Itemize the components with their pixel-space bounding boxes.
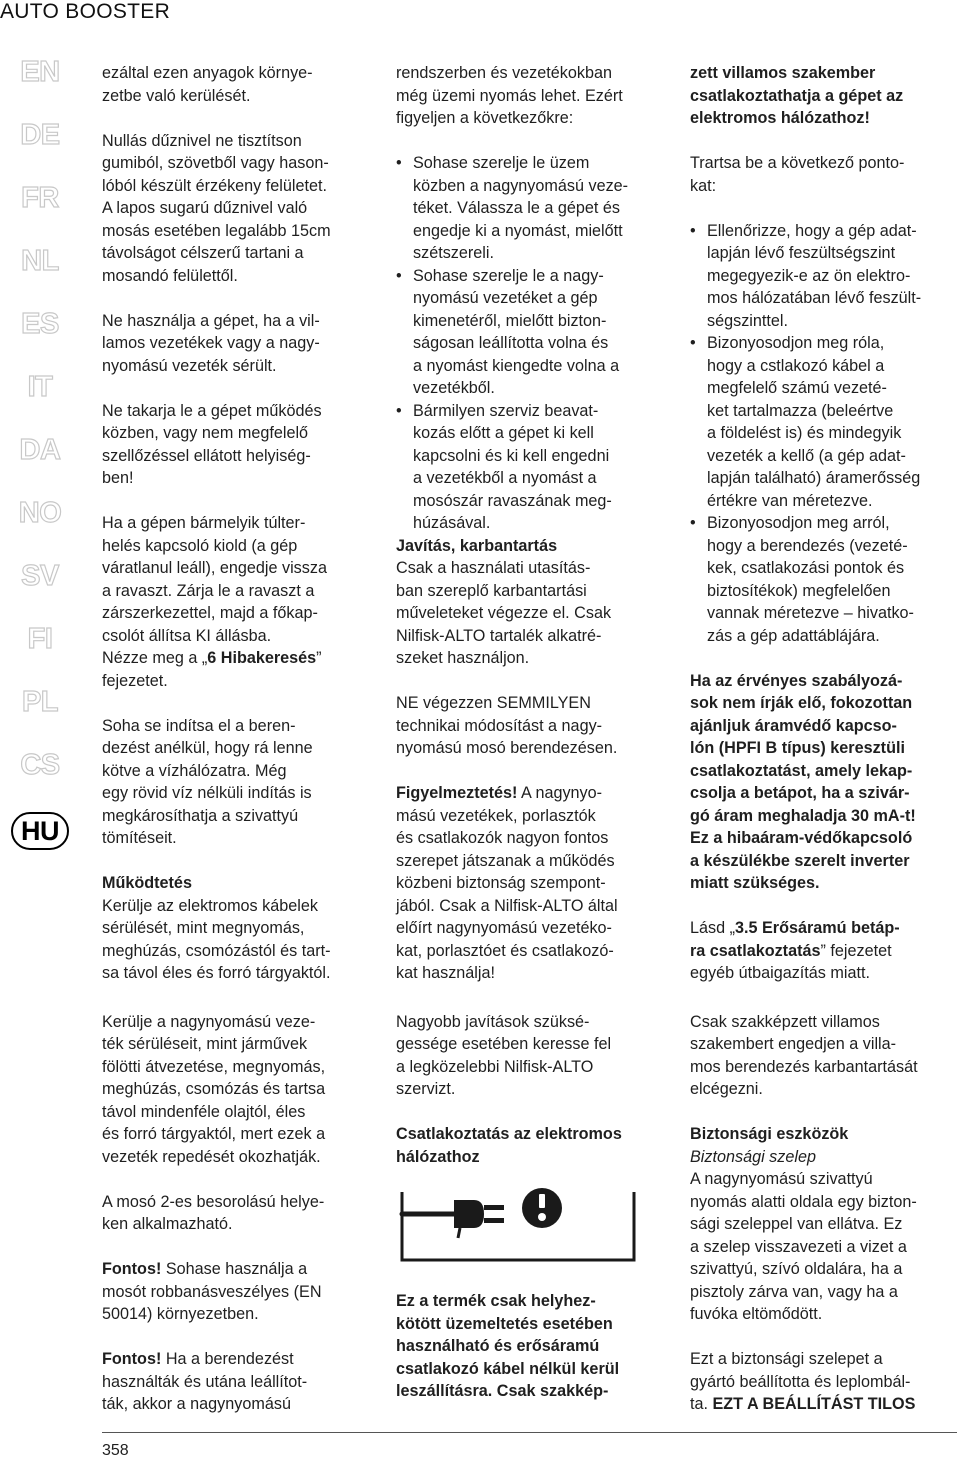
text-column-1 [102, 62, 377, 1438]
page-number: 358 [102, 1442, 129, 1459]
language-tab-cs[interactable] [10, 749, 70, 812]
document-header-title: AUTO BOOSTER [0, 0, 171, 23]
paragraph: Soha se indítsa el a beren- dezést anélkül, hogy rá lenne kötve a vízhálózatra. Még egy rövid víz nélküli indítás is megkárosíthatja a szivattyú tömítéseit. [102, 716, 313, 847]
list-item: • Bizonyosodjon meg arról, hogy a berendezés (vezeté- kek, csatlakozási pontok és biztosítékok) megfelelően vannak méretezve – hivatko- zás a gép adattáblájára. [690, 512, 958, 647]
language-tab-it[interactable] [10, 371, 70, 434]
paragraph: A mosó 2-es besorolású helye- ken alkalmazható. [102, 1192, 325, 1233]
important-label: Fontos! [102, 1260, 162, 1278]
paragraph: ezáltal ezen anyagok környe- zetbe való kerülését. [102, 64, 313, 105]
language-label: DE [20, 119, 60, 151]
language-label: EN [20, 56, 60, 88]
language-tab-fr[interactable] [10, 182, 70, 245]
active-language-badge [11, 812, 69, 850]
paragraph: A nagynyomású szivattyú nyomás alatti oldala egy bizton- sági szeleppel van ellátva. Ez a szelep visszavezeti a vizet a szivattyú, szívó oldalára, ha a pisztoly zárva van, vagy ha a fuvóka eltömődött. [690, 1170, 917, 1323]
paragraph-crossref [102, 647, 377, 692]
section-heading-operation: Működtetés [102, 874, 192, 892]
text-run: A nagynyo- mású vezetékek, porlasztók és csatlakozók nagyon fontos szerepet játszanak a működés közbeni biztonság szempont- jából. Csak a Nilfisk-ALTO által előírt nagynyomású vezetéko- kat, porlasztóet és csatlakozó- kat használja! [396, 784, 618, 982]
active-language-label: HU [21, 815, 59, 846]
language-tab-de[interactable] [10, 119, 70, 182]
language-label: FI [27, 623, 53, 655]
paragraph: Nullás dűznivel ne tisztítson gumiból, szövetből vagy hason- lóból készült érzékeny felületet. A lapos sugarú dűznivel való mosás esetében legalább 15cm távolságot célszerű tartani a mosandó felülettől. [102, 131, 331, 285]
footer-divider [102, 1432, 957, 1433]
paragraph: Ne használja a gépet, ha a vil- lamos vezetékek vagy a nagy- nyomású vezeték sérült. [102, 311, 320, 375]
language-label: IT [27, 371, 53, 403]
paragraph-bold: Ha az érvényes szabályozá- sok nem írják elő, fokozottan ajánljuk áramvédő kapcso- lón (HPFI B típus) keresztüli csatlakoztatást, amely lekap- csolja a betápot, ha a szivár- gó áram meghaladja 30 mA-t! Ez a hibaáram-védőkapcsoló a készülékbe szerelt inverter miatt szükséges. [690, 671, 916, 892]
paragraph [690, 1348, 958, 1416]
language-label: NL [21, 245, 59, 277]
text-run: Lásd „ [690, 919, 735, 937]
language-tab-es[interactable] [10, 308, 70, 371]
paragraph-crossref [690, 917, 958, 985]
paragraph: Csak a használati utasítás- ban szereplő karbantartási műveleteket végezze el. Csak Nilfisk-ALTO tartalék alkatré- szeket használjon. [396, 559, 612, 667]
language-label: SV [21, 560, 59, 592]
language-tab-nl[interactable] [10, 245, 70, 308]
subheading-safety-valve: Biztonsági szelep [690, 1147, 816, 1166]
chapter-reference: 3.5 Erősáramú betáp- ra csatlakoztatás [690, 919, 900, 960]
no-plug-illustration [398, 1186, 638, 1266]
list-item: • Bizonyosodjon meg róla, hogy a cstlakozó kábel a megfelelő számú vezeté- ket tartalmazza (beleértve a földelést is) és mindegyik vezeték a kellő (a gép adat- lapján található) áramerősség értékre van méretezve. [690, 332, 958, 512]
bullet-list [396, 152, 664, 535]
text-column-2 [396, 62, 664, 1425]
language-label: CS [20, 749, 60, 781]
language-tab-en[interactable] [10, 56, 70, 119]
warning-label: Figyelmeztetés! [396, 784, 518, 802]
list-item: • Sohase szerelje le a nagy- nyomású vezetéket a gép kimenetéről, mielőtt bizton- ságosan leállította volna és a nyomást kiengedte volna a vezetékből. [396, 265, 664, 400]
text-column-3 [690, 62, 958, 1438]
section-heading-mains-connection: Csatlakoztatás az elektromos hálózathoz [396, 1125, 622, 1166]
section-heading-safety-devices: Biztonsági eszközök [690, 1125, 849, 1143]
paragraph: NE végezzen SEMMILYEN technikai módosítást a nagy- nyomású mosó berendezésen. [396, 694, 618, 757]
paragraph: Ne takarja le a gépet működés közben, vagy nem megfelelő szellőzéssel ellátott helyiség- ben! [102, 401, 322, 487]
section-heading-repair: Javítás, karbantartás [396, 536, 558, 555]
language-tab-pl[interactable] [10, 686, 70, 749]
plug-icon [398, 1186, 638, 1266]
chapter-reference: 6 Hibakeresés [207, 649, 317, 667]
paragraph: Nagyobb javítások szüksé- gessége esetében keresse fel a legközelebbi Nilfisk-ALTO szervizt. [396, 1012, 612, 1098]
language-label: DA [19, 434, 61, 466]
language-label: ES [21, 308, 59, 340]
text-run: Ha a berendezést használták és utána leállítot- ták, akkor a nagynyomású [102, 1350, 308, 1413]
bullet-list [690, 220, 958, 648]
language-tab-column [10, 56, 70, 875]
language-tab-hu-active[interactable] [10, 812, 70, 875]
important-note [102, 1258, 377, 1326]
paragraph-bold: zett villamos szakember csatlakoztathatja a gépet az elektromos hálózathoz! [690, 64, 904, 127]
paragraph: Kerülje az elektromos kábelek sérülését, mint megnyomás, meghúzás, csomózástól és tart- sa távol éles és forró tárgyaktól. [102, 896, 331, 982]
text-run-bold: EZT A BEÁLLÍTÁST TILOS [712, 1395, 916, 1413]
list-item: • Ellenőrizze, hogy a gép adat- lapján lévő feszültségszint megegyezik-e az ön elektro- mos hálózatában lévő feszült- ségszinttel. [690, 220, 958, 333]
paragraph: Ha a gépen bármelyik túlter- helés kapcsoló kiold (a gép váratlanul leáll), engedje vissza a ravaszt. Zárja le a ravaszt a zárszerkezettel, majd a főkap- csolót állítsa KI állásba. [102, 514, 327, 645]
language-tab-fi[interactable] [10, 623, 70, 686]
language-label: NO [18, 497, 62, 529]
text-run: Nézze meg a „ [102, 649, 208, 667]
language-tab-no[interactable] [10, 497, 70, 560]
paragraph: Kerülje a nagynyomású veze- ték sérüléseit, mint járművek fölötti átvezetése, megnyomás, meghúzás, csomózás és tartsa távol mindenféle olajtól, éles és forró tárgyaktól, mert ezek a vezeték repedését okozhatják. [102, 1012, 326, 1166]
warning-note [396, 782, 664, 985]
paragraph: rendszerben és vezetékokban még üzemi nyomás lehet. Ezért figyeljen a következőkre: [396, 64, 623, 127]
list-item: • Bármilyen szerviz beavat- kozás előtt a gépet ki kell kapcsolni és ki kell engedni a vezetékből a nyomást a mosószár ravaszának meg- húzásával. [396, 400, 664, 535]
paragraph: Trartsa be a következő ponto- kat: [690, 154, 905, 195]
important-label: Fontos! [102, 1350, 162, 1368]
text-run: Sohase használja a mosót robbanásveszélyes (EN 50014) környezetben. [102, 1260, 322, 1323]
important-note [102, 1348, 377, 1416]
text-run: ” fejezetet egyéb útbaigazítás miatt. [690, 941, 892, 982]
language-tab-da[interactable] [10, 434, 70, 497]
list-item: • Sohase szerelje le üzem közben a nagynyomású veze- téket. Válassza le a gépet és engedje ki a nyomást, mielőtt szétszereli. [396, 152, 664, 265]
text-run: Ezt a biztonsági szelepet a gyártó beállította és leplombál- ta. [690, 1350, 911, 1413]
text-run: ” fejezetet. [102, 649, 322, 690]
paragraph-bold: Ez a termék csak helyhez- kötött üzemeltetés esetében használható és erősáramú csatlakozó kábel nélkül kerül leszállításra. Csak szakkép- [396, 1292, 620, 1400]
paragraph: Csak szakképzett villamos szakembert engedjen a villa- mos berendezés karbantartását elcégezni. [690, 1012, 918, 1098]
language-label: FR [21, 182, 59, 214]
language-tab-sv[interactable] [10, 560, 70, 623]
language-label: PL [21, 686, 59, 718]
